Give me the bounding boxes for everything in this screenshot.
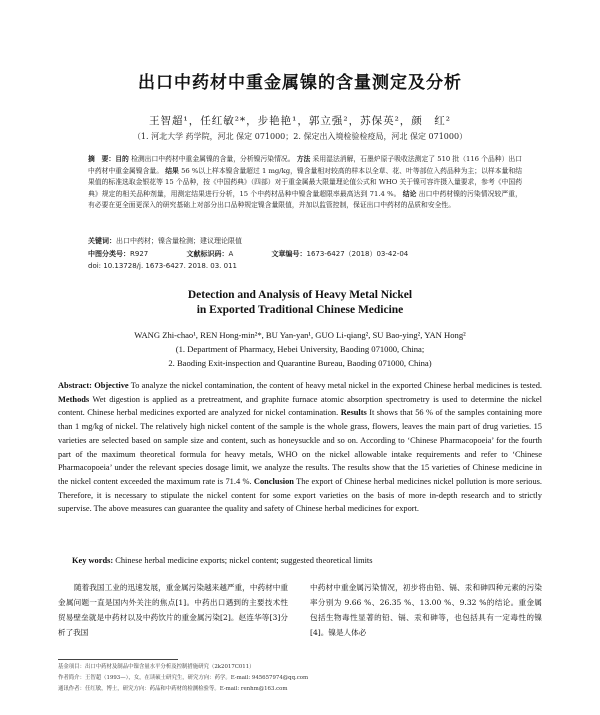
footnote-author: 作者简介：王智超（1993—），女，在读硕士研究生，研究方向：药学。E-mail: 945657974@qq.com (58, 675, 309, 681)
english-affiliation-1: (1. Department of Pharmacy, Hebei University, Baoding 071000, China; (175, 344, 425, 354)
body-column-right: 中药材中重金属污染情况，初步将由铅、镉、汞和砷四种元素的污染率分别为 9.66 %、26.35 %、13.00 %、9.32 %的结论。重金属包括生物毒性显著的铅、镉、汞和砷等，也包括具有一定毒性的镍[4]。镍是人体必 (310, 583, 542, 637)
doc-code-field: 文献标识码：A (186, 250, 234, 258)
classification-line (88, 249, 444, 259)
result-label: 结果 (165, 166, 179, 175)
english-keywords-text: Chinese herbal medicine exports; nickel content; suggested theoretical limits (115, 556, 373, 565)
english-title-line2: in Exported Traditional Chinese Medicine (196, 304, 404, 316)
english-result: It shows that 56 % of the samples containing more than 1 mg/kg of nickel. The relatively high nickel content of the sample is the whole grass, flowers, leaves the main part of drug varieties. 15 varieties are selected based on sample size and content, such as honeysuckle and so on. According to ‘Chinese Pharmacopoeia’ for the fourth part of the maximum theoretical formula for heavy metals, WHO on the nickel allowable intake requirements and refer to ‘Chinese Pharmacopoeia’ under the relevant species dosage limit, we analyze the results. The results show that the 15 varieties of Chinese medicine in the nickel content exceeded the maximum rate is 71.4 %. (58, 408, 543, 486)
english-title-line1: Detection and Analysis of Heavy Metal Nickel (187, 289, 413, 301)
english-conclusion-label: Conclusion (253, 476, 294, 486)
result-text: 56 %以上样本镍含量超过 1 mg/kg，镍含量相对较高的样本以全草、花、叶等部位入药品种为主；以样本量和结果值的标准选取金银花等 15 个品种，按《中国药典》（四部）对于重金属最大限量理论值公式和 WHO 关于镍可容许摄入量要求，参考《中国药典》规定的相关品种剂量，用测定结果进行分析，15 个中药材品种中镍含量超限率最高达到 71.4 %。 (88, 166, 522, 198)
english-title (0, 288, 600, 318)
article-no-field: 文章编号：1673-6427（2018）03-42-04 (271, 250, 409, 258)
doi-line: doi: 10.13728/j. 1673-6427. 2018. 03. 011 (88, 262, 237, 270)
english-authors-block (0, 328, 600, 370)
method-label: 方法 (296, 155, 311, 163)
english-method: Wet digestion is applied as a pretreatment, and graphite furnace atomic absorption spectrometry is used to determine the nickel content. Chinese herbal medicines exported are analyzed for nickel contamination. (58, 394, 542, 418)
chinese-abstract (88, 154, 522, 212)
chinese-keywords (88, 236, 260, 246)
english-conclusion: The export of Chinese herbal medicines nickel pollution is more serious. Therefore, it is necessary to stipulate the nickel content for some export varieties on the basis of more in-depth research and to strictly supervise. The above measures can guarantee the quality and safety of Chinese herbal medicines for export. (58, 476, 543, 514)
english-authors: WANG Zhi-chao¹, REN Hong-min²*, BU Yan-yan¹, GUO Li-qiang², SU Bao-ying², YAN Hong² (134, 330, 466, 340)
english-keywords (72, 556, 542, 565)
chinese-authors: 王智超¹，任红敏²*，步艳艳¹，郭立强²，苏保英²，颜 红² (148, 115, 451, 127)
method-text: 采用湿法消解，石墨炉原子吸收法测定了 510 批（116 个品种）出口中药材中重金属镍含量。 (88, 155, 523, 175)
footnote-divider (58, 659, 178, 660)
english-result-label: Results (340, 408, 367, 418)
footnote-fund: 基金项目：出口中药材及制品中镍含量水平分析及控制措施研究（2k2017C011） (58, 664, 255, 670)
conclusion-label: 结论 (402, 189, 417, 198)
english-objective: To analyze the nickel contamination, the content of heavy metal nickel in the exported Chinese herbal medicines is tested. (130, 381, 542, 390)
clc-field: 中图分类号：R927 (88, 250, 149, 258)
english-abstract (58, 379, 542, 516)
footnote-corresponding: 通讯作者：任红敏，博士，研究方向：药品和中药材的检测检验等。E-mail: renhm@163.com (58, 686, 288, 692)
keywords-text: 出口中药材；镍含量检测；建议理论限值 (116, 237, 242, 245)
abstract-label: 摘 要： (88, 155, 116, 163)
english-abstract-label: Abstract: Objective (58, 381, 129, 390)
english-affiliation-2: 2. Baoding Exit-inspection and Quarantine Bureau, Baoding 071000, China) (168, 358, 432, 368)
chinese-affiliation: （1. 河北大学 药学院，河北 保定 071000；2. 保定出入境检验检疫局，河北 保定 071000） (132, 132, 468, 141)
chinese-title: 出口中药材中重金属镍的含量测定及分析 (138, 73, 462, 93)
english-method-label: Methods (58, 394, 90, 404)
conclusion-text: 出口中药材镍的污染情况较严重，有必要在更全面更深入的研究基础上对部分出口品种规定镍含量限值，并加以监管控制，保证出口中药材的品质和安全性。 (88, 189, 522, 210)
body-column-left: 随着我国工业的迅速发展，重金属污染越来越严重，中药材中重金属问题一直是国内外关注的焦点[1]。中药出口遇到的主要技术性贸易壁垒就是中药材以及中药饮片的重金属污染[2]。赵连华等[3]分析了我国 (58, 583, 288, 637)
objective-text: 检测出口中药材中重金属镍的含量，分析镍污染情况。 (131, 155, 295, 163)
english-keywords-label: Key words: (72, 556, 114, 565)
keywords-label: 关键词： (88, 237, 116, 245)
objective-label: 目的 (115, 155, 129, 163)
